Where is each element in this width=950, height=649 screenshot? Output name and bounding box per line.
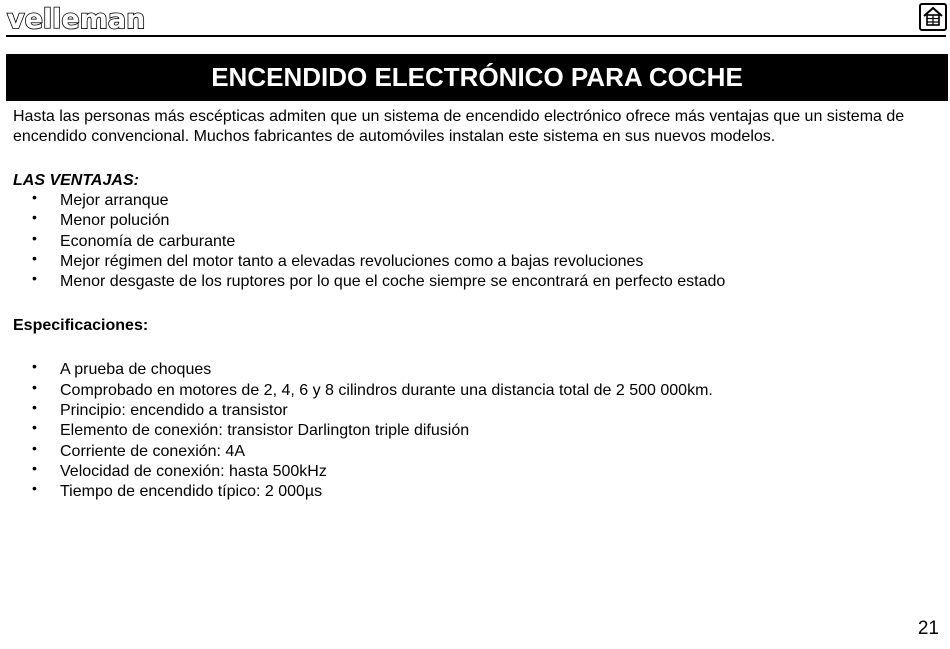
list-item [13,459,938,482]
list-item [13,482,938,502]
list-item-text: Economía de carburante [60,232,236,250]
list-item-text: Velocidad de conexión: hasta 500kHz [60,462,327,480]
intro-paragraph: Hasta las personas más escépticas admiten que un sistema de encendido electrónico ofrece más ventajas que un sistema de encendido convencional. Muchos fabricantes de automóviles instalan este sistema en sus nuevos modelos. [13,108,905,145]
list-item-text: Corriente de conexión: 4A [60,442,245,460]
list-item [13,439,938,462]
bullet-icon: • [32,358,37,375]
bullet-icon: • [32,229,37,246]
list-item-text: Mejor arranque [60,192,169,209]
list-item [13,211,938,231]
advantages-heading: LAS VENTAJAS: [13,172,139,189]
velleman-logo: velleman [7,4,146,35]
bullet-icon: • [32,459,37,476]
page-title: ENCENDIDO ELECTRÓNICO PARA COCHE [211,62,743,92]
bullet-icon: • [32,378,37,395]
list-item [13,191,938,211]
list-item [13,360,938,380]
list-item [13,272,938,292]
bullet-icon: • [32,419,37,436]
list-item-text: Menor desgaste de los ruptores por lo que el coche siempre se encontrará en perfecto estado [60,273,726,291]
bullet-icon: • [32,399,37,416]
bullet-icon: • [32,189,37,205]
list-item-text: Elemento de conexión: transistor Darlington triple difusión [60,422,470,440]
page-number: 21 [917,618,939,639]
list-item-text: A prueba de choques [60,361,212,379]
page-header [0,0,950,40]
house-emblem-graphic [921,5,945,29]
bullet-icon: • [32,249,37,266]
advantages-list [13,191,938,292]
list-item [13,249,938,272]
main-content [13,107,938,503]
list-item-text: Menor polución [60,212,170,230]
bullet-icon: • [32,270,37,287]
list-item-text: Comprobado en motores de 2, 4, 6 y 8 cilindros durante una distancia total de 2 500 000km. [60,381,713,399]
bullet-icon: • [32,439,37,456]
specifications-list [13,360,938,502]
list-item-text: Mejor régimen del motor tanto a elevadas revoluciones como a bajas revoluciones [60,252,644,270]
house-emblem-icon [919,3,947,31]
list-item-text: Tiempo de encendido típico: 2 000µs [60,483,323,501]
header-divider [6,35,946,37]
specifications-heading: Especificaciones: [13,317,149,335]
list-item [13,378,938,401]
list-item [13,401,938,421]
list-item [13,421,938,441]
list-item-text: Principio: encendido a transistor [60,402,288,420]
list-item [13,229,938,252]
title-banner [6,54,948,101]
bullet-icon: • [32,209,37,226]
bullet-icon: • [32,480,37,497]
